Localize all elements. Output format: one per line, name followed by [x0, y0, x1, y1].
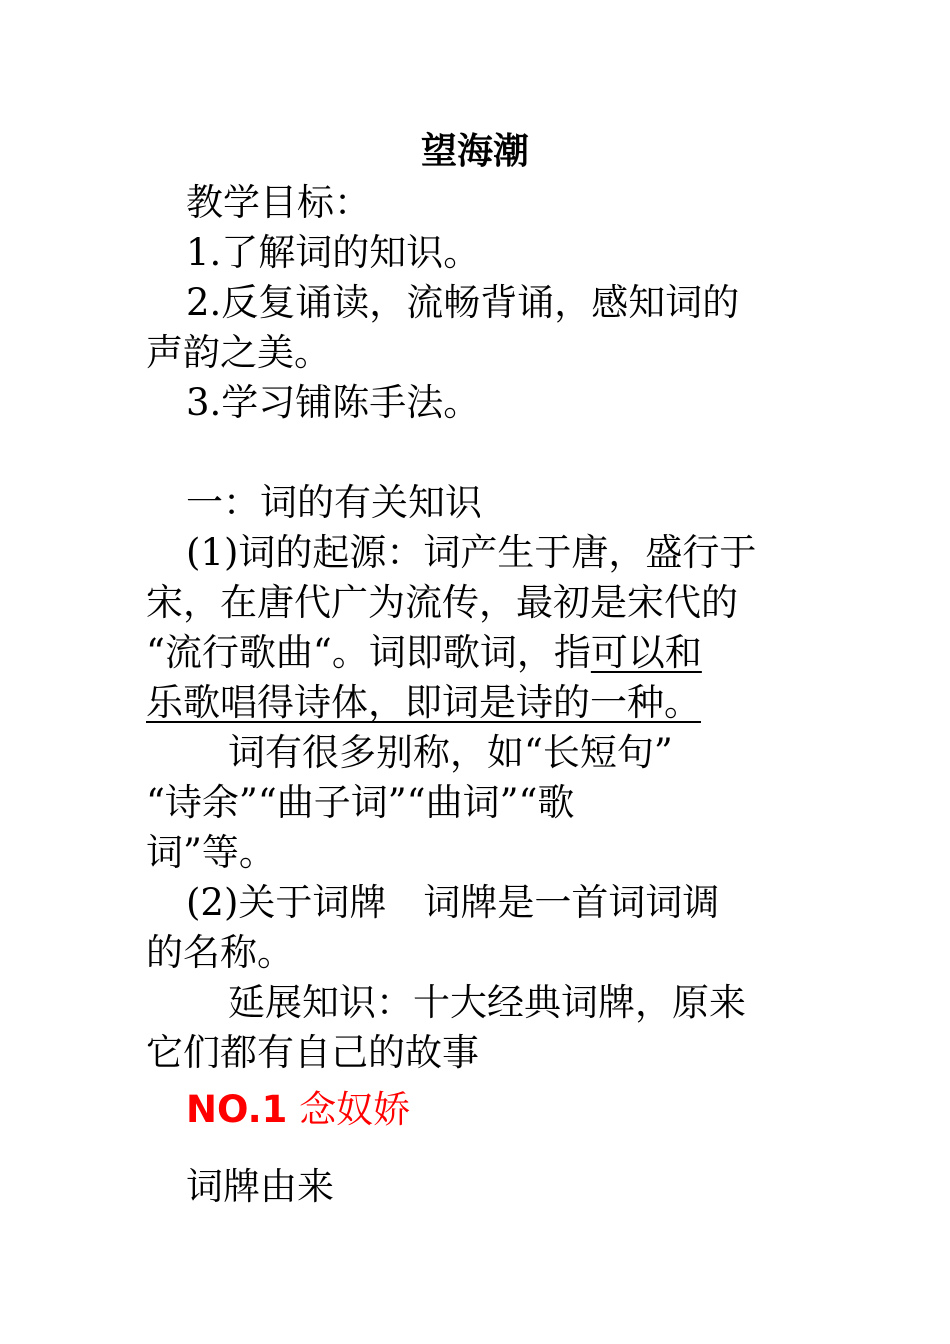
subheading-origin: 词牌由来: [186, 1165, 334, 1208]
paragraph-origin-line-3: [146, 628, 826, 678]
section-heading: 一：词的有关知识: [186, 481, 482, 524]
origin-text: “流行歌曲“。词即歌词，指: [146, 631, 591, 674]
objective-2-line-1: 2.反复诵读，流畅背诵，感知词的: [186, 281, 740, 324]
cipai-name: 念奴娇: [299, 1088, 411, 1131]
objectives-heading: 教学目标：: [186, 181, 371, 224]
paragraph-cipai-line-1: (2)关于词牌 词牌是一首词词调: [186, 881, 720, 924]
paragraph-origin-line-1: (1)词的起源：词产生于唐，盛行于: [186, 531, 757, 574]
page-title: 望海潮: [420, 130, 529, 172]
objective-1: 1.了解词的知识。: [186, 231, 481, 274]
objective-3: 3.学习铺陈手法。: [186, 381, 481, 424]
paragraph-extension-line-2: 它们都有自己的故事: [146, 1031, 479, 1074]
paragraph-origin-line-2: 宋，在唐代广为流传，最初是宋代的: [146, 581, 738, 624]
objective-2-line-2: 声韵之美。: [146, 331, 331, 374]
paragraph-extension-line-1: 延展知识：十大经典词牌，原来: [228, 981, 746, 1024]
cipai-number: NO.1: [186, 1088, 288, 1131]
underlined-definition-cont: 乐歌唱得诗体，即词是诗的一种。: [146, 681, 701, 724]
paragraph-origin-line-4: [146, 678, 826, 728]
paragraph-aliases-line-3: 词”等。: [146, 831, 276, 874]
paragraph-aliases-line-1: 词有很多别称，如“长短句”: [228, 731, 673, 774]
cipai-heading-no1: [186, 1085, 866, 1135]
paragraph-cipai-line-2: 的名称。: [146, 931, 294, 974]
underlined-definition: 可以和: [590, 631, 702, 674]
paragraph-aliases-line-2: “诗余”“曲子词”“曲词”“歌: [146, 781, 575, 824]
